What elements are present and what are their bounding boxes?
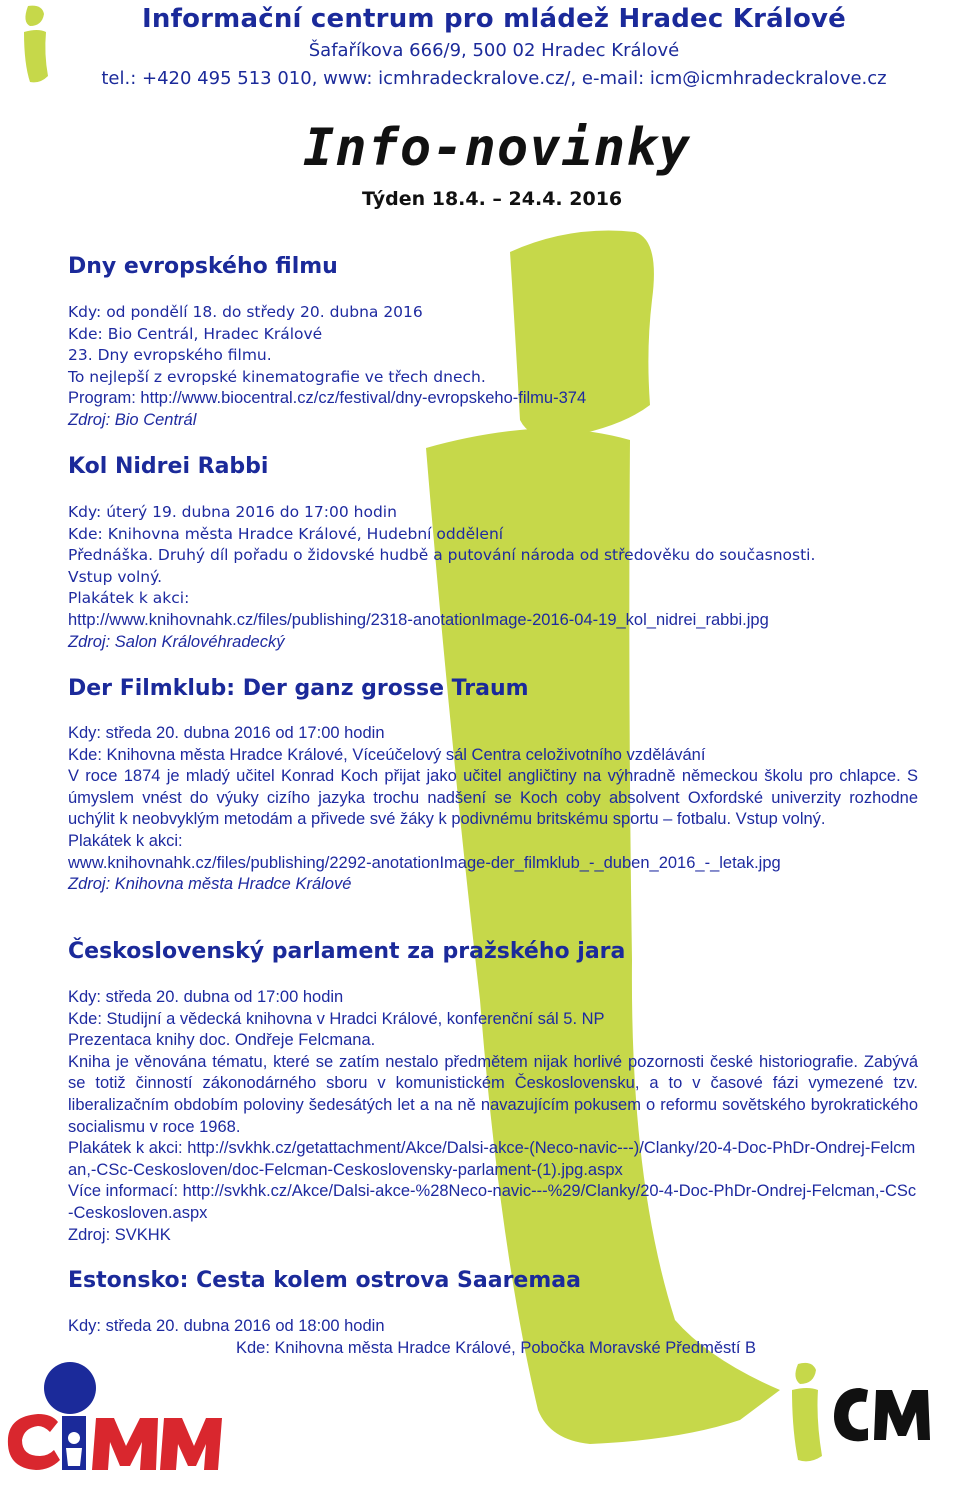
event-title: Československý parlament za pražského jara xyxy=(68,939,626,964)
event-when: Kdy: středa 20. dubna od 17:00 hodin xyxy=(68,988,344,1006)
event-line: Vstup volný. xyxy=(68,567,163,586)
event-where: Kde: Studijní a vědecká knihovna v Hradci Králové, konferenční sál 5. NP xyxy=(68,1009,605,1028)
cim-logo-icon xyxy=(0,1360,230,1490)
event-line: Prezentaca knihy doc. Ondřeje Felcmana. xyxy=(68,1031,376,1050)
event-program-link[interactable]: Program: http://www.biocentral.cz/cz/festival/dny-evropskeho-filmu-374 xyxy=(68,389,587,408)
org-address: Šafaříkova 666/9, 500 02 Hradec Králové xyxy=(308,40,680,61)
event-source: Zdroj: Bio Centrál xyxy=(68,410,197,429)
event-body xyxy=(68,723,918,896)
event-poster-link[interactable]: http://www.knihovnahk.cz/files/publishing/2318-anotationImage-2016-04-19_kol_nidrei_rabbi.jpg xyxy=(68,610,769,629)
event-body xyxy=(68,302,918,432)
newsletter-title: Info-novinky xyxy=(303,118,691,178)
event-source: Zdroj: Knihovna města Hradce Králové xyxy=(68,875,352,894)
event-where: Kde: Knihovna města Hradce Králové, Pobočka Moravské Předměstí B xyxy=(236,1338,756,1357)
event-description: V roce 1874 je mladý učitel Konrad Koch přijat jako učitel angličtiny na výhradně německou školu pro chlapce. S úmyslem vnést do výuky cizího jazyka trochu nadšení se Koch coby absolvent Oxfordské univerzity rozhodne uchýlit k neobvyklým metodám a přivede své žáky k podivnému britskému sportu – fotbalu. Vstup volný. xyxy=(68,767,918,829)
event-line: 23. Dny evropského filmu. xyxy=(68,346,272,365)
week-range: Týden 18.4. – 24.4. 2016 xyxy=(362,188,623,210)
event-when: Kdy: od pondělí 18. do středy 20. dubna 2016 xyxy=(68,303,423,321)
event-description: Kniha je věnována tématu, které se zatím nestalo předmětem nijak horlivé pozornosti české historiografie. Zabývá se totiž činností zákonodárného sboru v komunistickém Československu, a to v časové fázi vymezené tzv. liberalizačním obdobím poloviny šedesátých let a na ně navazujícím pokusem o reformu sovětského byrokratického socialismu v roce 1968. xyxy=(68,1052,918,1136)
event-source: Zdroj: Salon Královéhradecký xyxy=(68,632,285,651)
event-body xyxy=(68,987,918,1246)
event-description: Přednáška. Druhý díl pořadu o židovské hudbě a putování národa od středověku do současnosti. xyxy=(68,546,816,565)
event-info-link[interactable]: Více informací: http://svkhk.cz/Akce/Dalsi-akce-%28Neco-navic---%29/Clanky/20-4-Doc-PhDr-Ondrej-Felcman,-CSc-Ceskosloven.aspx xyxy=(68,1182,917,1222)
event-title: Dny evropského filmu xyxy=(68,254,338,279)
event-when: Kdy: středa 20. dubna 2016 od 17:00 hodin xyxy=(68,724,385,742)
event-when: Kdy: středa 20. dubna 2016 od 18:00 hodin xyxy=(68,1317,385,1335)
event-source: Zdroj: SVKHK xyxy=(68,1225,171,1244)
event-line: To nejlepší z evropské kinematografie ve třech dnech. xyxy=(68,367,486,386)
event-title: Der Filmklub: Der ganz grosse Traum xyxy=(68,676,529,701)
org-contact: tel.: +420 495 513 010, www: icmhradeckralove.cz/, e-mail: icm@icmhradeckralove.cz xyxy=(101,68,887,89)
event-body xyxy=(68,502,918,653)
event-title: Kol Nidrei Rabbi xyxy=(68,454,269,479)
event-poster-link[interactable]: www.knihovnahk.cz/files/publishing/2292-anotationImage-der_filmklub_-_duben_2016_-_letak.jpg xyxy=(68,853,781,872)
event-where: Kde: Bio Centrál, Hradec Králové xyxy=(68,324,323,343)
event-body xyxy=(68,1316,918,1359)
event-line: Plakátek k akci: xyxy=(68,589,190,608)
event-line: Plakátek k akci: xyxy=(68,831,183,850)
org-name: Informační centrum pro mládež Hradec Králové xyxy=(142,4,846,34)
event-where: Kde: Knihovna města Hradce Králové, Hudební oddělení xyxy=(68,524,504,543)
event-title: Estonsko: Cesta kolem ostrova Saaremaa xyxy=(68,1268,581,1293)
icm-logo-icon xyxy=(780,1360,960,1470)
event-poster-link[interactable]: Plakátek k akci: http://svkhk.cz/getattachment/Akce/Dalsi-akce-(Neco-navic---)/Clanky/20-4-Doc-PhDr-Ondrej-Felcman,-CSc-Ceskosloven/doc-Felcman-Ceskoslovensky-parlament-(1).jpg.aspx xyxy=(68,1139,916,1179)
event-where: Kde: Knihovna města Hradce Králové, Víceúčelový sál Centra celoživotního vzdělávání xyxy=(68,745,706,764)
event-when: Kdy: úterý 19. dubna 2016 do 17:00 hodin xyxy=(68,503,397,521)
